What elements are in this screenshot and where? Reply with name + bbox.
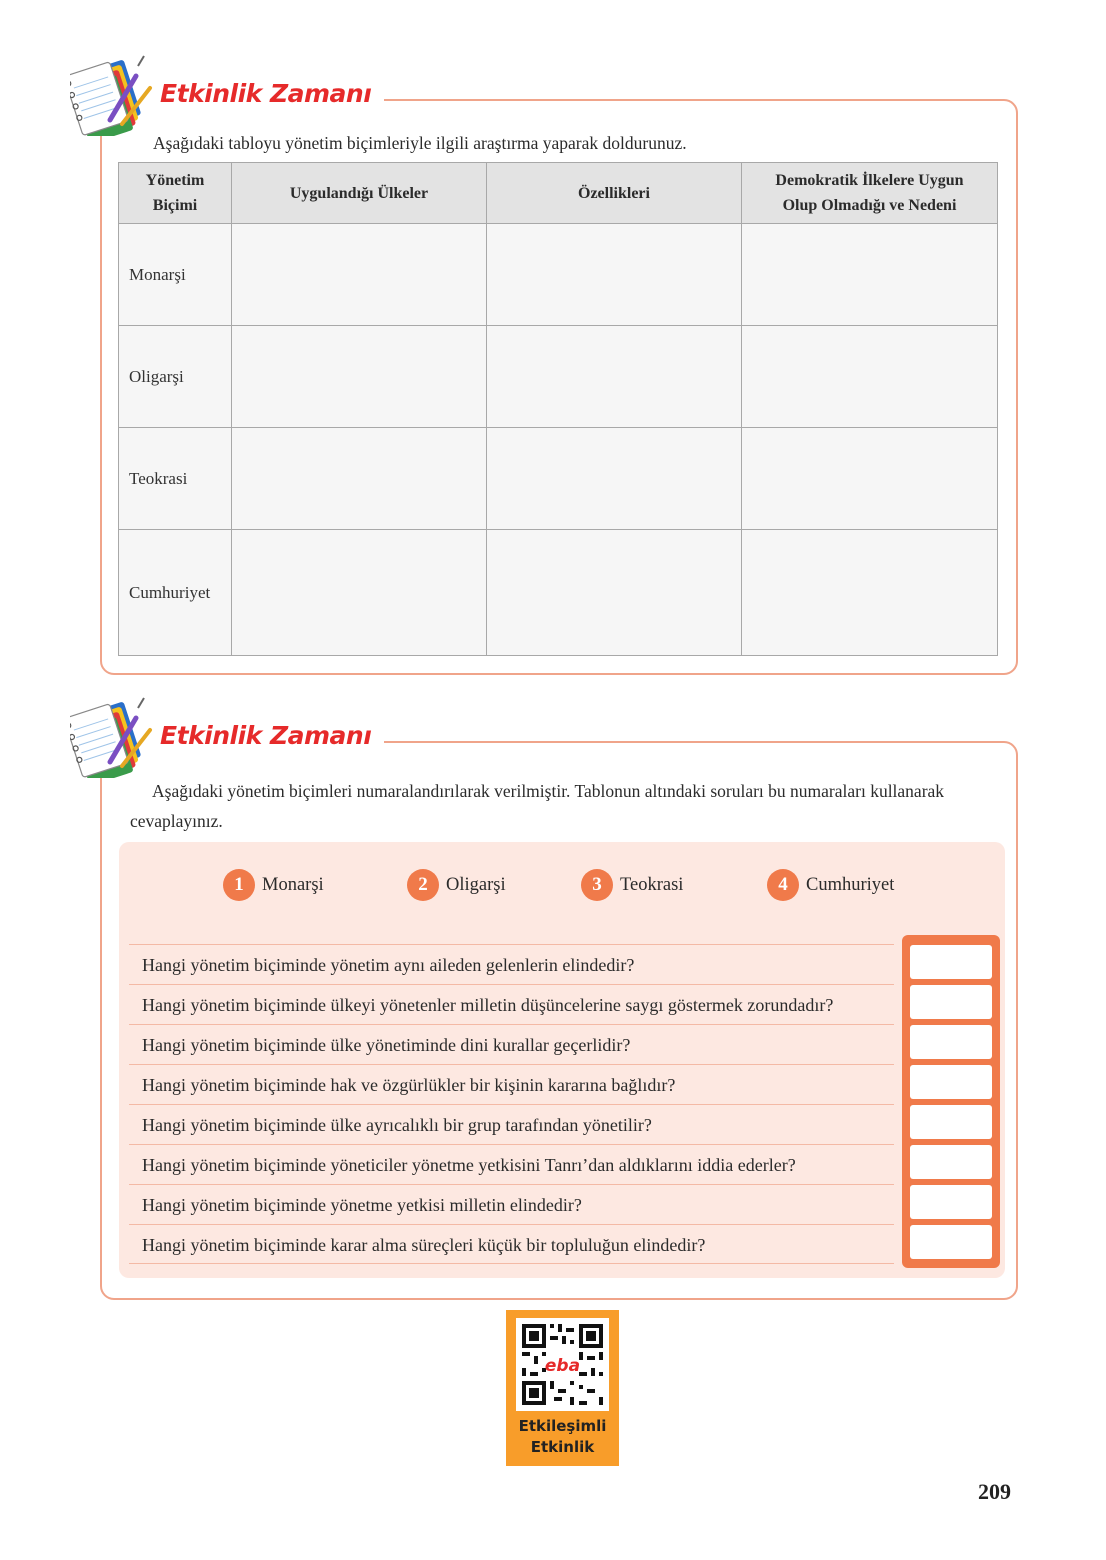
notebook-icon: [70, 54, 158, 136]
activity-title: Etkinlik Zamanı: [160, 721, 372, 750]
answer-box[interactable]: [910, 985, 992, 1019]
row-label: Teokrasi: [119, 428, 232, 530]
header-cell: Yönetim Biçimi: [119, 163, 232, 224]
row-label: Oligarşi: [119, 326, 232, 428]
answer-cell[interactable]: [232, 326, 487, 428]
question-row: Hangi yönetim biçiminde yönetme yetkisi milletin elindedir?: [129, 1184, 894, 1224]
qr-label-line: Etkileşimli: [518, 1417, 607, 1435]
eba-qr-card[interactable]: [506, 1310, 619, 1466]
qr-code-icon[interactable]: [516, 1318, 609, 1411]
answer-cell[interactable]: [487, 428, 742, 530]
answer-cell[interactable]: [487, 224, 742, 326]
option-label: Cumhuriyet: [806, 874, 895, 895]
option-label: Monarşi: [262, 874, 324, 895]
option-number-badge: 3: [581, 869, 613, 901]
answer-cell[interactable]: [232, 224, 487, 326]
question-row: Hangi yönetim biçiminde karar alma süreçleri küçük bir topluluğun elindedir?: [129, 1224, 894, 1264]
question-row: Hangi yönetim biçiminde ülkeyi yönetenler milletin düşüncelerine saygı göstermek zorundadır?: [129, 984, 894, 1024]
answer-cell[interactable]: [487, 326, 742, 428]
activity-header-1: [70, 76, 384, 116]
answer-box[interactable]: [910, 1065, 992, 1099]
question-row: Hangi yönetim biçiminde yönetim aynı aileden gelenlerin elindedir?: [129, 944, 894, 984]
instruction-text: Aşağıdaki yönetim biçimleri numaralandırılarak verilmiştir. Tablonun altındaki soruları bu numaraları kullanarak cevaplayınız.: [130, 781, 945, 831]
row-label: Monarşi: [119, 224, 232, 326]
table-row: [119, 224, 998, 326]
answer-box[interactable]: [910, 1145, 992, 1179]
activity-title: Etkinlik Zamanı: [160, 79, 372, 108]
option-number-badge: 1: [223, 869, 255, 901]
header-cell: Uygulandığı Ülkeler: [232, 163, 487, 224]
option-item: [223, 869, 324, 901]
qr-label-line: Etkinlik: [530, 1438, 595, 1456]
table-row: [119, 428, 998, 530]
notebook-icon: [70, 696, 158, 778]
header-cell: Özellikleri: [487, 163, 742, 224]
answer-cell[interactable]: [742, 428, 998, 530]
question-row: Hangi yönetim biçiminde hak ve özgürlükler bir kişinin kararına bağlıdır?: [129, 1064, 894, 1104]
answer-cell[interactable]: [232, 530, 487, 656]
answer-cell[interactable]: [742, 326, 998, 428]
answer-box[interactable]: [910, 1185, 992, 1219]
row-label: Cumhuriyet: [119, 530, 232, 656]
qr-label: [506, 1416, 619, 1458]
option-item: [767, 869, 894, 901]
question-row: Hangi yönetim biçiminde ülke yönetiminde dini kurallar geçerlidir?: [129, 1024, 894, 1064]
table-header-row: [119, 163, 998, 224]
option-label: Teokrasi: [620, 874, 684, 895]
question-row: Hangi yönetim biçiminde yöneticiler yönetme yetkisini Tanrı’dan aldıklarını iddia ederler?: [129, 1144, 894, 1184]
page-number: 209: [978, 1479, 1011, 1504]
option-number-badge: 2: [407, 869, 439, 901]
option-number-badge: 4: [767, 869, 799, 901]
question-row: Hangi yönetim biçiminde ülke ayrıcalıklı bir grup tarafından yönetilir?: [129, 1104, 894, 1144]
option-item: [407, 869, 506, 901]
answer-cell[interactable]: [742, 224, 998, 326]
answer-cell[interactable]: [232, 428, 487, 530]
answer-box[interactable]: [910, 1225, 992, 1259]
answer-box[interactable]: [910, 1105, 992, 1139]
table-row: [119, 530, 998, 656]
answer-cell[interactable]: [742, 530, 998, 656]
option-item: [581, 869, 683, 901]
research-table: [118, 162, 998, 656]
activity-header-2: [70, 718, 384, 758]
answer-box[interactable]: [910, 945, 992, 979]
answer-cell[interactable]: [487, 530, 742, 656]
instruction-text: Aşağıdaki tabloyu yönetim biçimleriyle ilgili araştırma yaparak doldurunuz.: [153, 133, 687, 153]
answer-box[interactable]: [910, 1025, 992, 1059]
header-cell: Demokratik İlkelere Uygun Olup Olmadığı ve Nedeni: [742, 163, 998, 224]
table-row: [119, 326, 998, 428]
eba-logo: eba: [544, 1356, 581, 1376]
option-label: Oligarşi: [446, 874, 506, 895]
